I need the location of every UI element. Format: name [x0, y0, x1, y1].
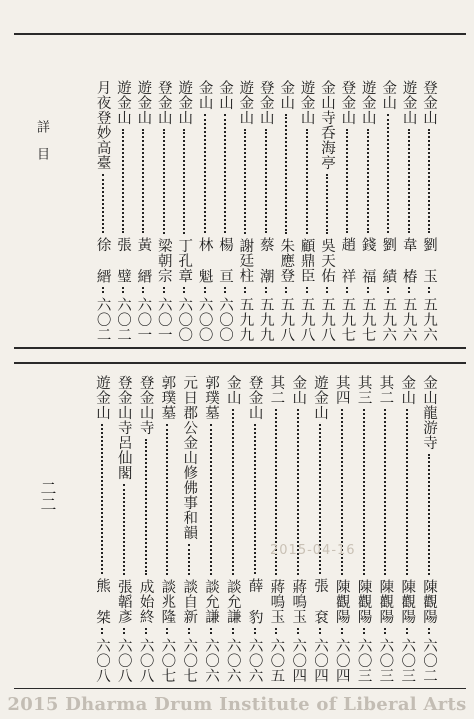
entry-page-number: 六〇三 — [377, 638, 394, 683]
toc-entry — [91, 375, 113, 683]
toc-entry — [418, 375, 440, 683]
entry-author: 蔣鳴玉 — [268, 579, 285, 624]
entry-title: 登金山 — [339, 80, 356, 125]
middle-rule-upper — [14, 347, 466, 349]
entry-title: 金山 — [217, 80, 233, 110]
dot-leader-short — [101, 628, 103, 634]
entry-title: 金山 — [224, 375, 241, 405]
dot-leader — [142, 129, 144, 233]
entry-author: 談自新 — [181, 579, 198, 624]
entry-title: 其二 — [268, 375, 285, 405]
entry-page-number: 六〇七 — [181, 638, 198, 683]
toc-entry — [418, 80, 440, 342]
dot-leader — [326, 174, 328, 234]
entry-title: 其四 — [333, 375, 350, 405]
entry-page-number: 五九七 — [359, 297, 376, 342]
dot-leader-short — [341, 628, 343, 634]
dot-leader-short — [122, 287, 124, 293]
toc-entry — [112, 80, 134, 342]
dot-leader — [367, 129, 369, 233]
entry-title: 郭璞墓 — [203, 375, 219, 420]
running-head: 詳目 — [34, 120, 49, 174]
toc-entry — [265, 375, 287, 683]
dot-leader-short — [384, 628, 386, 634]
dot-leader — [408, 129, 410, 233]
toc-entry — [244, 375, 266, 683]
dot-leader-short — [406, 628, 408, 634]
entry-title: 其三 — [355, 375, 372, 405]
entry-title: 遊金山 — [400, 80, 417, 125]
toc-entry — [377, 80, 399, 342]
entry-title: 登金山 — [246, 375, 263, 420]
entry-author: 陳觀陽 — [355, 579, 372, 624]
dot-leader — [406, 409, 408, 575]
dot-leader — [232, 409, 234, 575]
dot-leader — [244, 129, 246, 234]
entry-page-number: 六〇二 — [421, 638, 437, 683]
entry-author: 薛 豹 — [246, 577, 263, 624]
dot-leader-short — [204, 287, 206, 293]
entry-page-number: 六〇三 — [355, 638, 372, 683]
entry-title: 金山 — [380, 80, 397, 110]
entry-author: 陳觀陽 — [333, 579, 350, 624]
toc-entry — [194, 80, 216, 342]
dot-leader — [346, 129, 348, 233]
entry-title: 遊金山 — [115, 80, 131, 125]
entry-page-number: 六〇一 — [135, 297, 152, 342]
dot-leader — [428, 129, 430, 233]
dot-leader-short — [428, 287, 430, 293]
entry-title: 金山 — [290, 375, 307, 405]
entry-author: 談允謙 — [224, 579, 241, 624]
entry-page-number: 六〇八 — [94, 638, 110, 683]
entry-page-number: 五九六 — [400, 297, 417, 342]
dot-leader-short — [142, 287, 144, 293]
dot-leader — [265, 129, 267, 233]
toc-entry — [92, 80, 114, 342]
toc-entry — [222, 375, 244, 683]
entry-author: 陳觀陽 — [377, 579, 394, 624]
toc-entry — [178, 375, 200, 683]
dot-leader-short — [367, 287, 369, 293]
entry-title: 金山寺呑海亭 — [319, 80, 335, 170]
top-rule — [14, 33, 466, 35]
dot-leader — [123, 484, 125, 575]
dot-leader-short — [346, 287, 348, 293]
entry-page-number: 六〇〇 — [196, 297, 213, 342]
entry-title: 登金山 — [257, 80, 274, 125]
dot-leader-short — [326, 287, 328, 293]
toc-entry — [255, 80, 277, 342]
entry-title: 遊金山 — [298, 80, 315, 125]
dot-leader-short — [428, 628, 430, 634]
entry-author: 韋 椿 — [400, 236, 417, 283]
entry-page-number: 五九九 — [257, 297, 274, 342]
dot-leader-short — [254, 628, 256, 634]
entry-author: 張韜彥 — [115, 579, 132, 624]
toc-entry — [156, 375, 178, 683]
toc-entry — [353, 375, 375, 683]
dot-leader-short — [297, 628, 299, 634]
dot-leader — [145, 439, 147, 575]
dot-leader-short — [387, 287, 389, 293]
entry-author: 談兆隆 — [159, 579, 176, 624]
entry-author: 梁朝宗 — [155, 238, 172, 283]
dot-leader-short — [363, 628, 365, 634]
entry-page-number: 六〇四 — [290, 638, 307, 683]
entry-author: 熊 桀 — [94, 577, 110, 624]
dot-leader-short — [265, 287, 267, 293]
toc-entry — [287, 375, 309, 683]
entry-author: 陳觀陽 — [421, 579, 437, 624]
entry-title: 遊金山 — [359, 80, 376, 125]
dot-leader — [285, 114, 287, 234]
entry-page-number: 六〇〇 — [176, 297, 193, 342]
dot-leader — [183, 129, 185, 234]
entry-author: 吳天佑 — [319, 238, 335, 283]
entry-author: 劉 績 — [380, 236, 397, 283]
dot-leader — [306, 129, 308, 234]
entry-title: 金山 — [278, 80, 295, 110]
dot-leader-short — [123, 628, 125, 634]
entry-page-number: 六〇三 — [399, 638, 416, 683]
entry-page-number: 六〇四 — [333, 638, 350, 683]
entry-page-number: 六〇〇 — [217, 297, 233, 342]
toc-entry — [396, 375, 418, 683]
entry-page-number: 五九七 — [339, 297, 356, 342]
entry-author: 謝廷柱 — [237, 238, 254, 283]
toc-entry — [135, 375, 157, 683]
page-number: 二二 — [38, 480, 57, 512]
entry-title: 其二 — [377, 375, 394, 405]
toc-entry — [200, 375, 222, 683]
entry-title: 金山龍游寺 — [421, 375, 437, 450]
entry-title: 郭璞墓 — [159, 375, 176, 420]
toc-entry — [132, 80, 154, 342]
entry-page-number: 六〇八 — [115, 638, 132, 683]
entry-author: 劉 玉 — [421, 236, 437, 283]
entry-title: 月夜登妙高臺 — [94, 80, 111, 170]
dot-leader — [210, 424, 212, 575]
entry-page-number: 五九六 — [421, 297, 437, 342]
dot-leader-short — [224, 287, 226, 293]
entry-title: 遊金山 — [312, 375, 328, 420]
dot-leader — [204, 114, 206, 233]
dot-leader — [122, 129, 124, 233]
entry-title: 登金山寺呂仙閣 — [115, 375, 132, 480]
entry-title: 遊金山 — [237, 80, 254, 125]
entry-page-number: 六〇二 — [94, 297, 111, 342]
dot-leader — [102, 174, 104, 233]
dot-leader-short — [306, 287, 308, 293]
entry-page-number: 六〇五 — [268, 638, 285, 683]
toc-entry — [336, 80, 358, 342]
dot-leader-short — [166, 628, 168, 634]
toc-entry — [275, 80, 297, 342]
entry-title: 登金山 — [155, 80, 172, 125]
entry-page-number: 六〇四 — [312, 638, 328, 683]
entry-author: 丁孔章 — [176, 238, 193, 283]
dot-leader-short — [408, 287, 410, 293]
toc-entry — [316, 80, 338, 342]
entry-title: 遊金山 — [135, 80, 152, 125]
entry-author: 顧鼎臣 — [298, 238, 315, 283]
dot-leader-short — [210, 628, 212, 634]
entry-author: 朱應登 — [278, 238, 295, 283]
entry-author: 張 袞 — [312, 577, 328, 624]
dot-leader-short — [183, 287, 185, 293]
toc-entry — [296, 80, 318, 342]
entry-title: 登金山 — [421, 80, 437, 125]
entry-page-number: 六〇六 — [246, 638, 263, 683]
entry-page-number: 六〇二 — [115, 297, 131, 342]
entry-author: 徐 縉 — [94, 236, 111, 283]
dot-leader-short — [232, 628, 234, 634]
entry-author: 林 魁 — [196, 236, 213, 283]
toc-entry — [214, 80, 236, 342]
bottom-rule — [14, 688, 466, 689]
dot-leader-short — [102, 287, 104, 293]
entry-title: 遊金山 — [94, 375, 110, 420]
entry-title: 遊金山 — [176, 80, 193, 125]
entry-author: 談允謙 — [203, 579, 219, 624]
entry-page-number: 六〇七 — [159, 638, 176, 683]
dot-leader-short — [188, 628, 190, 634]
dot-leader — [188, 544, 190, 575]
entry-author: 蔡 潮 — [257, 236, 274, 283]
dot-leader — [363, 409, 365, 575]
dot-leader — [163, 129, 165, 234]
entry-page-number: 五九八 — [298, 297, 315, 342]
entry-page-number: 六〇六 — [203, 638, 219, 683]
dot-leader — [224, 114, 226, 233]
toc-entry — [309, 375, 331, 683]
entry-author: 成始終 — [137, 579, 154, 624]
toc-entry — [234, 80, 256, 342]
toc-entry — [357, 80, 379, 342]
dot-leader — [428, 454, 430, 575]
dot-leader-short — [275, 628, 277, 634]
dot-leader — [387, 114, 389, 233]
dot-leader — [384, 409, 386, 575]
watermark: 2015 Dharma Drum Institute of Liberal Arts — [7, 694, 467, 715]
entry-title: 元日郡公金山修佛事和韻 — [181, 375, 198, 540]
entry-page-number: 五九六 — [380, 297, 397, 342]
middle-rule-lower — [14, 362, 466, 364]
entry-author: 楊 亘 — [217, 236, 233, 283]
entry-author: 陳觀陽 — [399, 579, 416, 624]
entry-page-number: 五九九 — [237, 297, 254, 342]
dot-leader — [254, 424, 256, 574]
date-stamp: 2015-04-16 — [270, 543, 356, 558]
entry-page-number: 六〇八 — [137, 638, 154, 683]
entry-page-number: 五九八 — [319, 297, 335, 342]
dot-leader — [101, 424, 103, 574]
dot-leader-short — [319, 628, 321, 634]
toc-entry — [113, 375, 135, 683]
dot-leader-short — [244, 287, 246, 293]
toc-entry — [331, 375, 353, 683]
dot-leader-short — [145, 628, 147, 634]
entry-title: 金山 — [399, 375, 416, 405]
toc-entry — [153, 80, 175, 342]
dot-leader-short — [285, 287, 287, 293]
dot-leader — [166, 424, 168, 575]
toc-entry — [374, 375, 396, 683]
dot-leader-short — [163, 287, 165, 293]
toc-entry — [398, 80, 420, 342]
entry-title: 金山 — [196, 80, 213, 110]
toc-entry — [173, 80, 195, 342]
entry-author: 錢 福 — [359, 236, 376, 283]
entry-page-number: 六〇六 — [224, 638, 241, 683]
entry-title: 登金山寺 — [137, 375, 154, 435]
entry-author: 張 璧 — [115, 236, 131, 283]
entry-page-number: 六〇一 — [155, 297, 172, 342]
entry-author: 黃 縉 — [135, 236, 152, 283]
entry-author: 趙 祥 — [339, 236, 356, 283]
entry-author: 蔣鳴玉 — [290, 579, 307, 624]
entry-page-number: 五九八 — [278, 297, 295, 342]
